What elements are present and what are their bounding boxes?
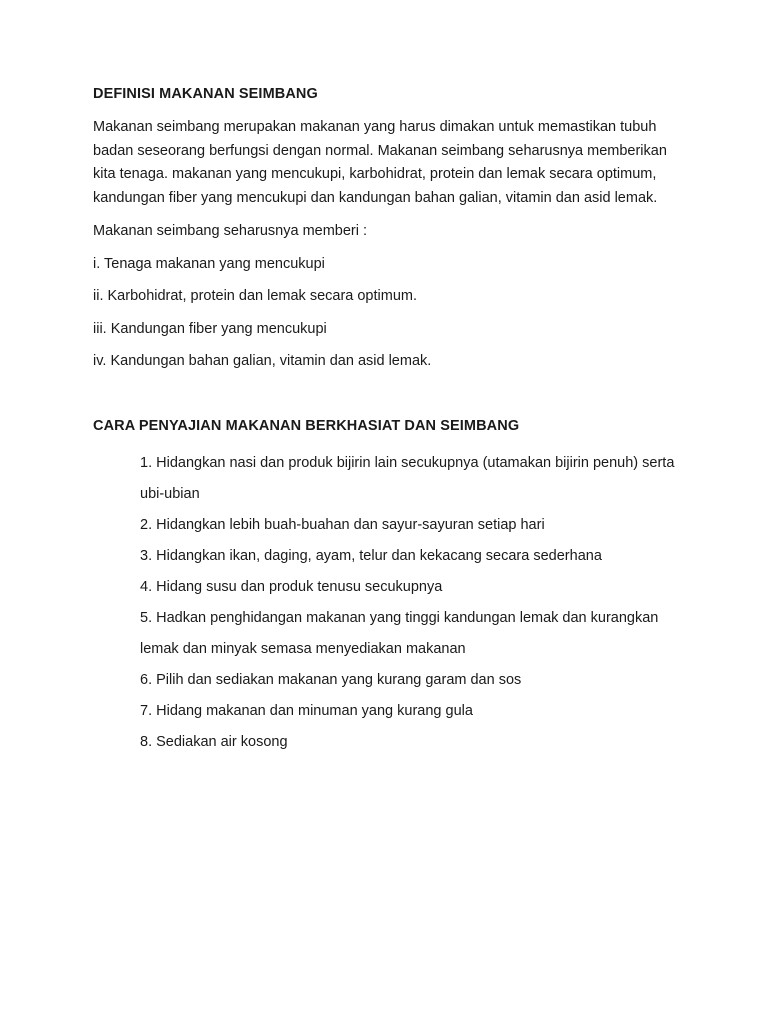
list-item: i. Tenaga makanan yang mencukupi: [93, 255, 325, 272]
list-item: 6. Pilih dan sediakan makanan yang kurang garam dan sos: [140, 672, 522, 688]
definition-paragraph: [93, 116, 693, 210]
benefit-list: [93, 253, 693, 373]
section-serving: [93, 418, 693, 758]
list-item: 7. Hidang makanan dan minuman yang kurang gula: [140, 703, 473, 719]
list-item: 5. Hadkan penghidangan makanan yang tinggi kandungan lemak dan kurangkan: [140, 610, 659, 626]
paragraph-line: Makanan seimbang merupakan makanan yang harus dimakan untuk memastikan tubuh: [93, 119, 657, 135]
section-heading-definition: DEFINISI MAKANAN SEIMBANG: [93, 86, 318, 102]
list-intro: Makanan seimbang seharusnya memberi :: [93, 223, 368, 240]
list-item: ubi-ubian: [140, 486, 200, 502]
section-definition: [93, 86, 693, 372]
list-item: 4. Hidang susu dan produk tenusu secukupnya: [140, 579, 443, 595]
paragraph-line: badan seseorang berfungsi dengan normal. Makanan seimbang seharusnya memberikan: [93, 142, 667, 159]
list-item: 2. Hidangkan lebih buah-buahan dan sayur-sayuran setiap hari: [140, 517, 545, 533]
list-item: ii. Karbohidrat, protein dan lemak secara optimum.: [93, 288, 417, 305]
list-item: lemak dan minyak semasa menyediakan makanan: [140, 641, 466, 657]
paragraph-line: kita tenaga. makanan yang mencukupi, karbohidrat, protein dan lemak secara optimum,: [93, 166, 657, 183]
paragraph-line: kandungan fiber yang mencukupi dan kandungan bahan galian, vitamin dan asid lemak.: [93, 189, 658, 206]
list-item: iv. Kandungan bahan galian, vitamin dan asid lemak.: [93, 353, 432, 370]
serving-steps-list: [93, 448, 693, 758]
list-item: 8. Sediakan air kosong: [140, 734, 288, 750]
list-item: 1. Hidangkan nasi dan produk bijirin lain secukupnya (utamakan bijirin penuh) serta: [140, 455, 675, 471]
list-item: 3. Hidangkan ikan, daging, ayam, telur dan kekacang secara sederhana: [140, 548, 602, 564]
list-item: iii. Kandungan fiber yang mencukupi: [93, 320, 327, 337]
section-heading-serving: CARA PENYAJIAN MAKANAN BERKHASIAT DAN SEIMBANG: [93, 418, 520, 434]
